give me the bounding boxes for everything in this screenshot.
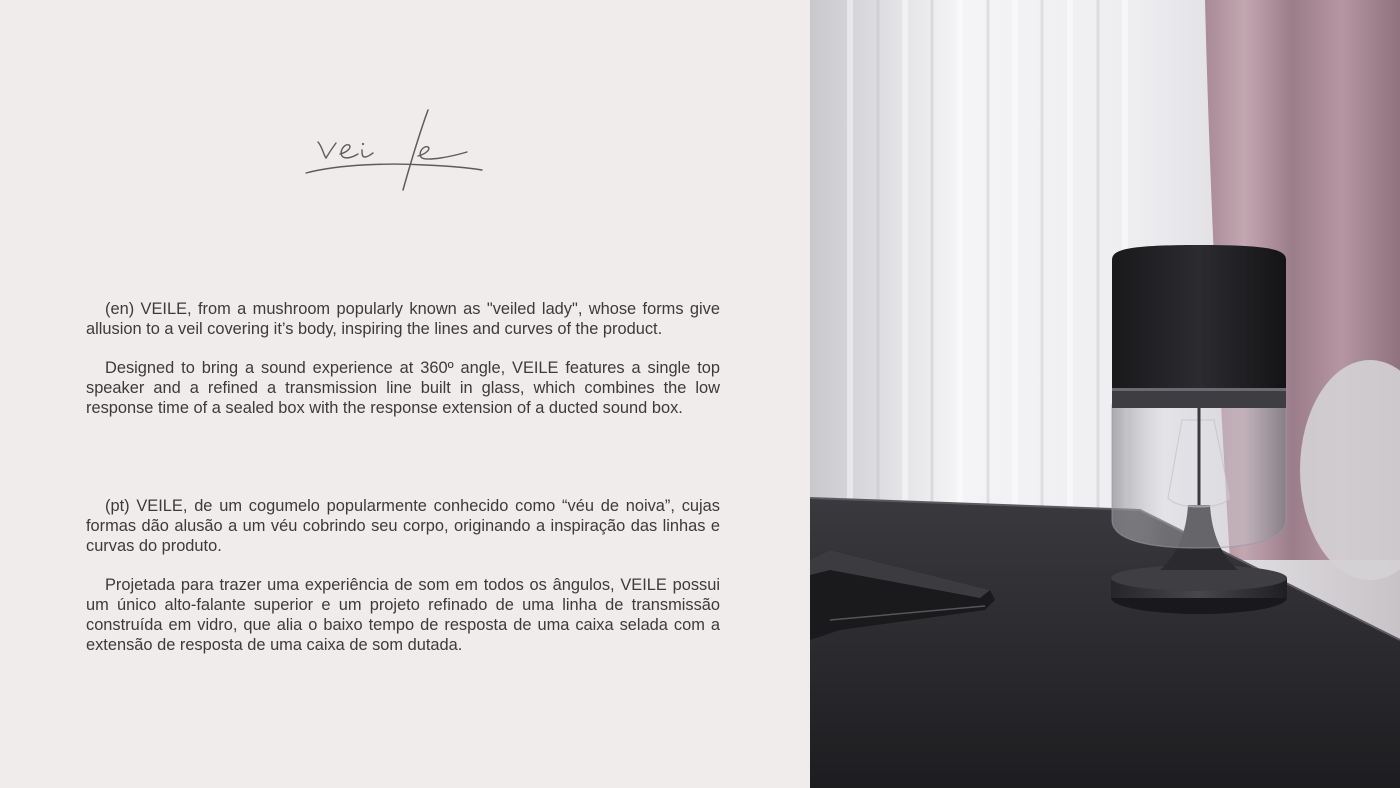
- product-photo: [810, 0, 1400, 788]
- veile-logo: [300, 100, 490, 200]
- portuguese-description: [86, 497, 720, 655]
- english-description: [86, 300, 720, 419]
- signature-logo-icon: [300, 100, 490, 200]
- pt-paragraph-2: Projetada para trazer uma experiência de som em todos os ângulos, VEILE possui um único alto-falante superior e um projeto refinado de uma linha de transmissão construída em vidro, que alia o baixo tempo de resposta de uma caixa selada com a extensão de resposta de uma caixa de som dutada.: [86, 576, 720, 654]
- en-paragraph-2: Designed to bring a sound experience at 360º angle, VEILE features a single top speaker and a refined a transmission line built in glass, which combines the low response time of a sealed box with the response extension of a ducted sound box.: [86, 359, 720, 417]
- pt-paragraph-1: (pt) VEILE, de um cogumelo popularmente conhecido como “véu de noiva”, cujas formas dão alusão a um véu cobrindo seu corpo, originando a inspiração das linhas e curvas do produto.: [86, 497, 720, 555]
- speaker-photo-illustration: [810, 0, 1400, 788]
- en-paragraph-1: (en) VEILE, from a mushroom popularly known as "veiled lady", whose forms give allusion to a veil covering it’s body, inspiring the lines and curves of the product.: [86, 300, 720, 338]
